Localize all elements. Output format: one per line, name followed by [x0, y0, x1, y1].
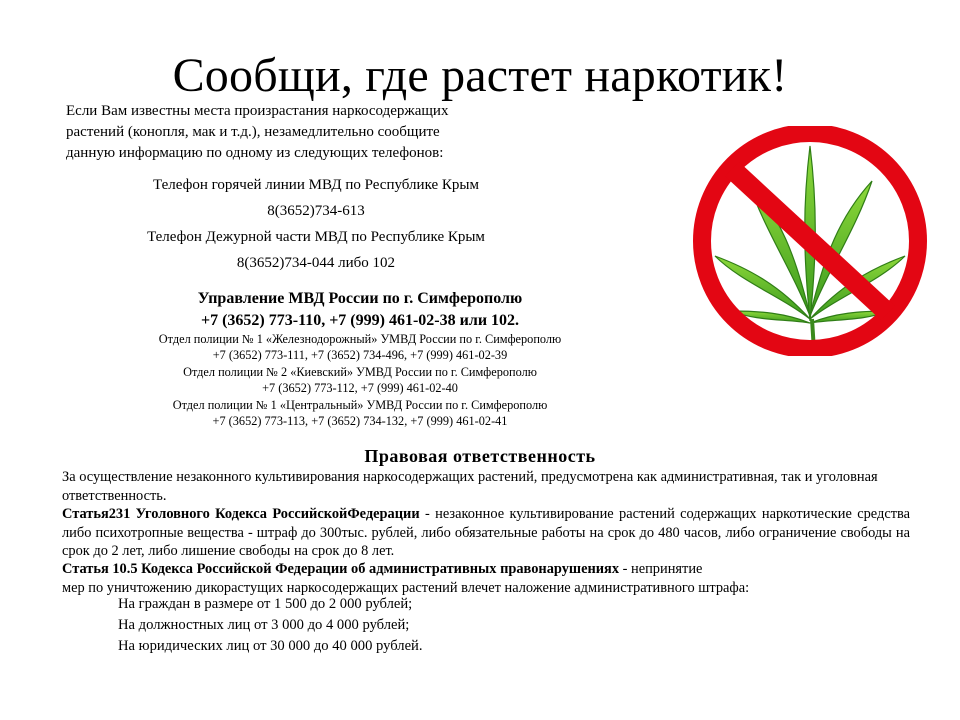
department-phones: +7 (3652) 773-113, +7 (3652) 734-132, +7 (999) 461-02-41 — [212, 414, 508, 429]
fines-list — [118, 594, 423, 657]
intro-line: данную информацию по одному из следующих телефонов: — [66, 145, 444, 161]
article-10-5-title: Статья 10.5 Кодекса Российской Федерации об административных правонарушениях — [62, 561, 620, 577]
intro-paragraph — [66, 101, 586, 164]
article-10-5 — [62, 560, 910, 597]
no-cannabis-sign-icon — [675, 126, 945, 356]
article-231-text: - незаконное культивирование растений содержащих наркотические средства либо психотропные вещества - штраф до 300тыс. рублей, либо обязательные работы на срок до 480 часов, либо ограничение свободы на срок до 2 лет, либо лишение свободы на срок до 8 лет. — [62, 506, 910, 559]
article-231-title: Статья231 Уголовного Кодекса РоссийскойФедерации — [62, 506, 420, 522]
duty-label: Телефон Дежурной части МВД по Республике Крым — [147, 229, 485, 245]
hotline-label: Телефон горячей линии МВД по Республике Крым — [153, 177, 479, 193]
page-title: Сообщи, где растет наркотик! — [172, 49, 788, 102]
department-name: Отдел полиции № 1 «Центральный» УМВД России по г. Симферополю — [172, 397, 548, 412]
article-10-5-text: - непринятие — [619, 561, 703, 577]
simferopol-phones: +7 (3652) 773-110, +7 (999) 461-02-38 или 102. — [200, 312, 520, 329]
legal-heading: Правовая ответственность — [364, 446, 596, 466]
legal-intro: За осуществление незаконного культивирования наркосодержащих растений, предусмотрена как административная, так и уголовная ответственность. — [62, 469, 878, 504]
fine-item: На граждан в размере от 1 500 до 2 000 рублей; — [118, 596, 413, 612]
simferopol-heading: Управление МВД России по г. Симферополю — [197, 290, 523, 307]
fine-item: На юридических лиц от 30 000 до 40 000 рублей. — [118, 638, 423, 654]
department-phones: +7 (3652) 773-111, +7 (3652) 734-496, +7 (999) 461-02-39 — [212, 348, 508, 363]
article-10-5-text-cont: мер по уничтожению дикорастущих наркосодержащих растений влечет наложение административного штрафа: — [62, 579, 750, 596]
fine-item: На должностных лиц от 3 000 до 4 000 рублей; — [118, 617, 410, 633]
intro-line: Если Вам известны места произрастания наркосодержащих — [66, 103, 449, 119]
phone-block — [56, 172, 576, 276]
hotline-phone: 8(3652)734-613 — [267, 203, 365, 219]
department-list — [50, 331, 670, 429]
department-name: Отдел полиции № 2 «Киевский» УМВД России по г. Симферополю — [183, 364, 537, 379]
intro-line: растений (конопля, мак и т.д.), незамедлительно сообщите — [66, 124, 440, 140]
department-name: Отдел полиции № 1 «Железнодорожный» УМВД России по г. Симферополю — [158, 332, 562, 346]
department-phones: +7 (3652) 773-112, +7 (999) 461-02-40 — [262, 381, 458, 396]
simferopol-block — [60, 288, 660, 332]
duty-phone: 8(3652)734-044 либо 102 — [236, 255, 396, 271]
article-231 — [62, 505, 910, 561]
